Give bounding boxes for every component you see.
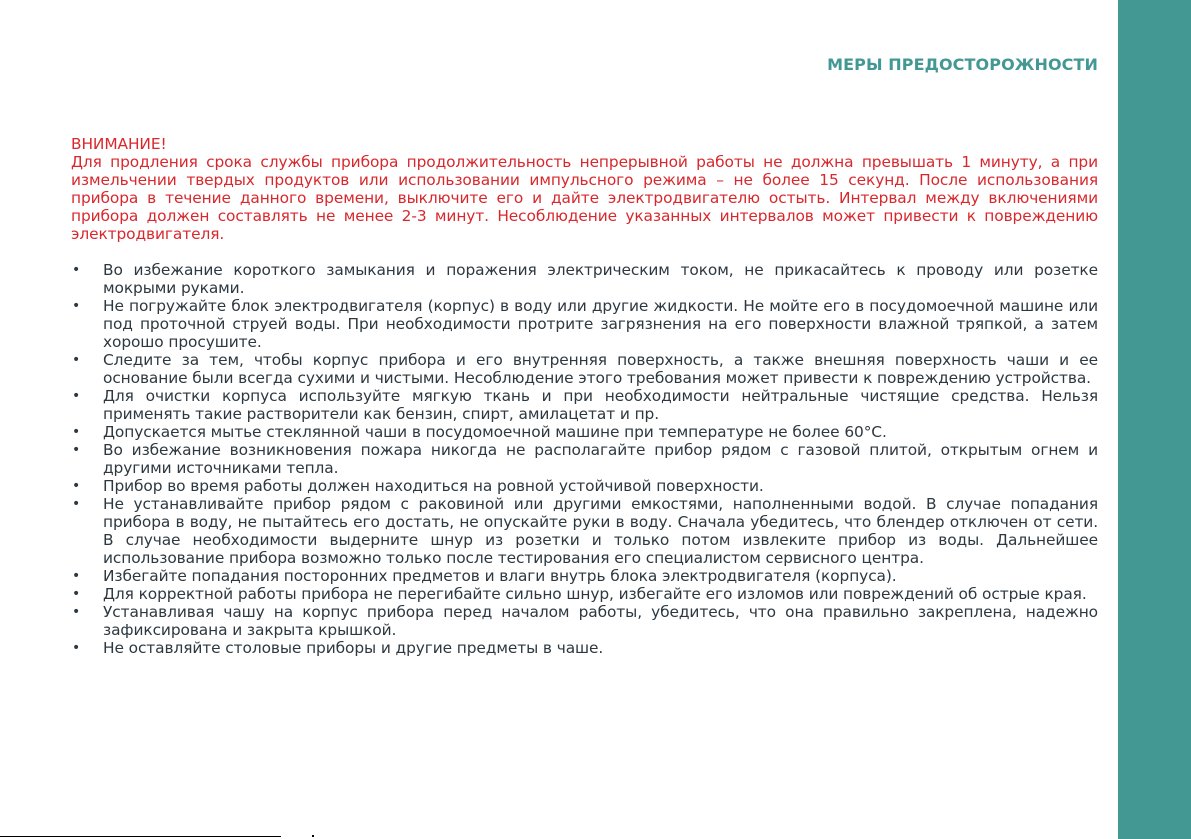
bullet-icon: • [72,352,81,368]
list-item-text: Устанавливая чашу на корпус прибора перед началом работы, убедитесь, что она правильно закреплена, надежно зафиксирована и закрыта крышкой. [103,603,1098,639]
safety-rules-list [71,261,1098,657]
page-title: МЕРЫ ПРЕДОСТОРОЖНОСТИ [827,55,1098,74]
warning-text: Для продления срока службы прибора продолжительность непрерывной работы не должна превышать 1 минуту, а при измельчении твердых продуктов или использовании импульсного режима – не более 15 секунд. После использования прибора в течение данного времени, выключите его и дайте электродвигателю остыть. Интервал между включениями прибора должен составлять не менее 2-3 минут. Несоблюдение указанных интервалов может привести к повреждению электродвигателя. [71,153,1098,243]
bullet-icon: • [72,586,81,602]
side-color-bar [1118,0,1191,839]
list-item [71,585,1098,603]
list-item-text: Для очистки корпуса используйте мягкую ткань и при необходимости нейтральные чистящие средства. Нельзя применять такие растворители как бензин, спирт, амилацетат и пр. [103,387,1098,423]
bullet-icon: • [72,424,81,440]
list-item [71,261,1098,297]
list-item [71,441,1098,477]
warning-block [71,135,1098,243]
list-item [71,495,1098,567]
list-item [71,603,1098,639]
list-item-text: Следите за тем, чтобы корпус прибора и его внутренняя поверхность, а также внешняя поверхность чаши и ее основание были всегда сухими и чистыми. Несоблюдение этого требования может привести к повреждению устройства. [103,351,1098,387]
bullet-icon: • [72,262,81,278]
bullet-icon: • [72,640,81,656]
warning-title: ВНИМАНИЕ! [71,135,167,153]
bullet-icon: • [72,298,81,314]
bullet-icon: • [72,478,81,494]
content-area [71,135,1098,657]
list-item-text: Во избежание возникновения пожара никогда не располагайте прибор рядом с газовой плитой, открытым огнем и другими источниками тепла. [103,441,1098,477]
list-item-text: Не оставляйте столовые приборы и другие предметы в чаше. [103,639,604,657]
list-item [71,567,1098,585]
list-item-text: Не устанавливайте прибор рядом с раковиной или другими емкостями, наполненными водой. В случае попадания прибора в воду, не пытайтесь его достать, не опускайте руки в воду. Сначала убедитесь, что блендер отключен от сети. В случае необходимости выдерните шнур из розетки и только потом извлеките прибор из воды. Дальнейшее использование прибора возможно только после тестирования его специалистом сервисного центра. [103,495,1098,567]
bullet-icon: • [72,568,81,584]
list-item-text: Допускается мытье стеклянной чаши в посудомоечной машине при температуре не более 60°C. [103,423,887,441]
list-item [71,477,1098,495]
list-item [71,639,1098,657]
list-item-text: Прибор во время работы должен находиться на ровной устойчивой поверхности. [103,477,764,495]
footer-divider [0,836,281,837]
list-item-text: Не погружайте блок электродвигателя (корпус) в воду или другие жидкости. Не мойте его в посудомоечной машине или под проточной струей воды. При необходимости протрите загрязнения на его поверхности влажной тряпкой, а затем хорошо просушите. [103,297,1098,351]
bullet-icon: • [72,604,81,620]
list-item-text: Для корректной работы прибора не перегибайте сильно шнур, избегайте его изломов или повреждений об острые края. [103,585,1087,603]
list-item [71,423,1098,441]
bullet-icon: • [72,388,81,404]
bullet-icon: • [72,442,81,458]
list-item-text: Во избежание короткого замыкания и поражения электрическим током, не прикасайтесь к проводу или розетке мокрыми руками. [103,261,1098,297]
list-item [71,387,1098,423]
list-item [71,351,1098,387]
list-item-text: Избегайте попадания посторонних предметов и влаги внутрь блока электродвигателя (корпуса). [103,567,897,585]
list-item [71,297,1098,351]
footer-dot [312,835,314,837]
bullet-icon: • [72,496,81,512]
